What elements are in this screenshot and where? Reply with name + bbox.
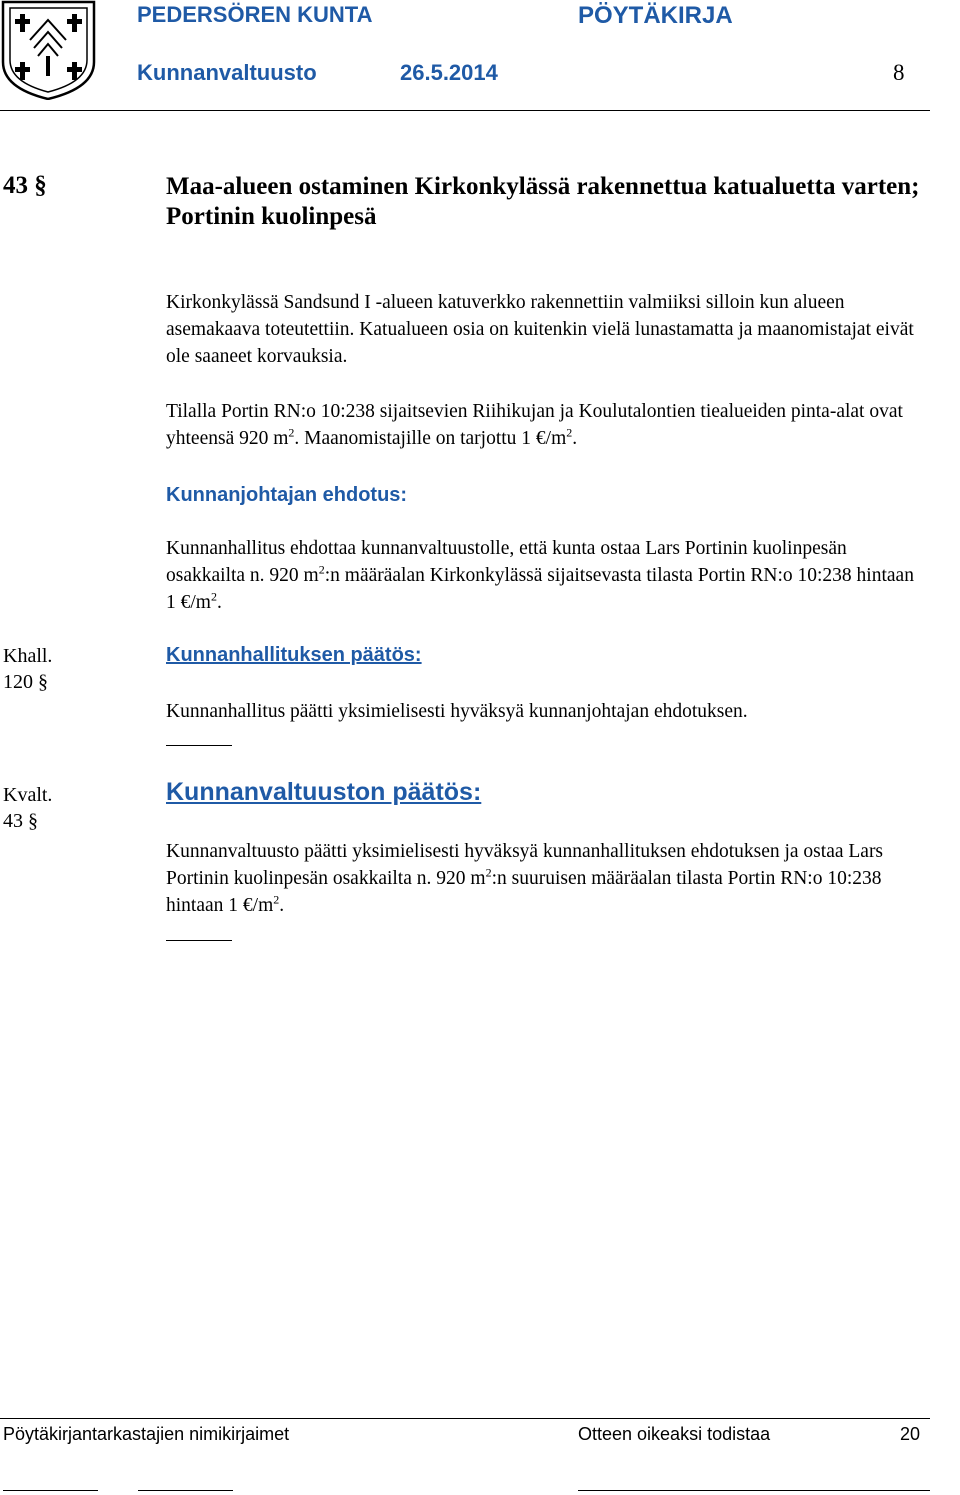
section-end-rule [166, 940, 232, 941]
superscript: 2 [273, 892, 280, 907]
header-divider [0, 110, 930, 111]
footer-page-number: 20 [900, 1424, 921, 1444]
superscript: 2 [318, 562, 325, 577]
proposal-text-2: :n määräalan Kirkonkylässä sijaitsevasta tilasta Portin RN:o 10:238 hintaan 1 €/m [166, 565, 914, 613]
paragraph-area-text-2: . Maanomistajille on tarjottu 1 €/m [294, 428, 567, 449]
superscript: 2 [566, 425, 573, 440]
municipal-crest-icon [0, 0, 97, 100]
superscript: 2 [210, 589, 217, 604]
proposal-heading: Kunnanjohtajan ehdotus: [166, 484, 408, 506]
section-end-rule [166, 745, 232, 746]
meeting-date: 26.5.2014 [400, 60, 498, 85]
board-decision-text: Kunnanhallitus päätti yksimielisesti hyväksyä kunnanjohtajan ehdotuksen. [166, 701, 748, 722]
footer-initials-label: Pöytäkirjantarkastajien nimikirjaimet [3, 1424, 290, 1444]
page-number: 8 [893, 60, 905, 85]
document-type: PÖYTÄKIRJA [578, 2, 733, 29]
signature-line [138, 1490, 233, 1491]
superscript: 2 [485, 865, 492, 880]
council-margin-label: Kvalt. [3, 784, 53, 806]
council-decision-heading: Kunnanvaltuuston päätös: [166, 778, 482, 806]
section-title: Maa-alueen ostaminen Kirkonkylässä rakennettua katualuetta varten; Portinin kuolinpesä [166, 173, 920, 230]
footer-certification-label: Otteen oikeaksi todistaa [578, 1424, 771, 1444]
board-margin-number: 120 § [3, 671, 48, 693]
signature-line [578, 1490, 930, 1491]
paragraph-area-text-1: Tilalla Portin RN:o 10:238 sijaitsevien Riihikujan ja Koulutalontien tiealueiden pinta-alat ovat yhteensä 920 m [166, 401, 903, 449]
meeting-body: Kunnanvaltuusto [137, 60, 317, 85]
proposal-text [166, 535, 926, 616]
paragraph-background: Kirkonkylässä Sandsund I -alueen katuverkko rakennettiin valmiiksi silloin kun alueen asemakaava toteutettiin. Katualueen osia on kuitenkin vielä lunastamatta ja maanomistajat eivät ole saaneet korvauksia. [166, 292, 914, 367]
board-decision-heading: Kunnanhallituksen päätös: [166, 644, 422, 666]
footer-divider [0, 1418, 930, 1419]
superscript: 2 [288, 425, 295, 440]
council-margin-number: 43 § [3, 810, 38, 832]
organization-name: PEDERSÖREN KUNTA [137, 2, 373, 27]
council-text-2: :n suuruisen määräalan tilasta Portin RN:o 10:238 hintaan 1 €/m [166, 868, 882, 916]
section-number: 43 § [3, 172, 47, 199]
paragraph-area-text-3: . [572, 428, 578, 449]
council-text-1: Kunnanvaltuusto päätti yksimielisesti hyväksyä kunnanhallituksen ehdotuksen ja ostaa Lars Portinin kuolinpesän osakkailta n. 920 m [166, 841, 884, 889]
proposal-text-3: . [216, 592, 222, 613]
signature-line [3, 1490, 98, 1491]
board-margin-label: Khall. [3, 645, 53, 667]
proposal-text-1: Kunnanhallitus ehdottaa kunnanvaltuustolle, että kunta ostaa Lars Portinin kuolinpesän osakkailta n. 920 m [166, 538, 847, 586]
paragraph-area [166, 398, 926, 452]
council-text-3: . [279, 895, 285, 916]
council-decision-text [166, 838, 926, 919]
